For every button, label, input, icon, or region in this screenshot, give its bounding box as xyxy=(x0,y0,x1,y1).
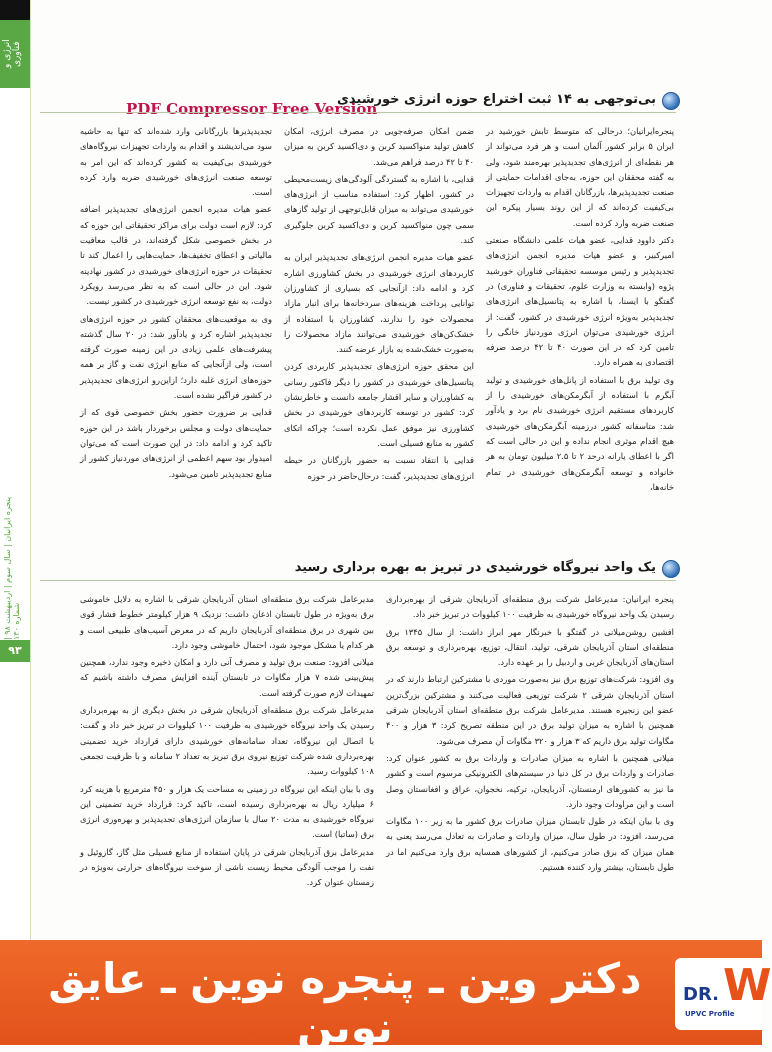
side-strip xyxy=(0,0,31,940)
paragraph: میلانی همچنین با اشاره به میزان صادرات و واردات برق به کشور عنوان کرد: صادرات و واردات برق در کل دنیا در سیستم‌های الکترونیکی مرسوم است و کشور ما نیز به کشورهای ارمنستان، آذربایجان، ترکیه، نخجوان، عراق و افغانستان وصل است و این مراودات وجود دارد. xyxy=(386,752,674,809)
article2-column-right xyxy=(386,592,674,930)
logo-subtitle: UPVC Profile xyxy=(685,1010,735,1018)
section-tab xyxy=(0,20,30,88)
article2-bullet-icon xyxy=(662,560,680,578)
paragraph: این محقق حوزه انرژی‌های تجدیدپذیر کاربردی کردن پتانسیل‌های خورشیدی در کشور را دیگر فاکتور رسانی به کشاورزان و سایر اقشار جامعه دانست و خاطرنشان کرد: کشور در توسعه کاربردهای خورشیدی در بخش کشاورزی نیز موفق عمل نکرده است؛ چراکه اتکای کشور به منابع فسیلی است. xyxy=(284,361,474,448)
paragraph: دکتر داوود قدایی، عضو هیات علمی دانشگاه صنعتی امیرکبیر، و عضو هیات مدیره انجمن انرژی‌های تجدیدپذیر و رئیس موسسه تحقیقاتی فناوران خورشید پژوه (وابسته به وزارت علوم، تحقیقات و فناوری) در گفتگو با ایسنا، با اشاره به پتانسیل‌های انرژی‌های تجدیدپذیر به‌ویژه انرژی خورشیدی در کشور، گفت: از انرژی خورشیدی می‌توان انرژی موردنیاز خانگی را تامین کرد که در این صورت ۴۰ تا ۴۲ درصد صرفه اقتصادی به همراه دارد. xyxy=(486,235,674,368)
page-number: ۹۳ xyxy=(0,640,30,662)
paragraph: مدیرعامل برق آذربایجان شرقی در پایان استفاده از منابع فسیلی مثل گاز، گازوئیل و نفت را موجب آلودگی محیط زیست ناشی از سوخت نیروگاه‌های حرارتی به‌ویژه در زمستان عنوان کرد. xyxy=(80,846,374,888)
paragraph: قدایی، با اشاره به گستردگی آلودگی‌های زیست‌محیطی در کشور، اظهار کرد: استفاده مناسب از انرژی‌های خورشیدی می‌تواند به میزان قابل‌توجهی از تولید گازهای سمی چون منواکسید کربن و دی‌اکسید کربن جلوگیری کند. xyxy=(284,173,474,246)
paragraph: وی با بیان اینکه این نیروگاه در زمینی به مساحت یک هزار و ۴۵۰ مترمربع با هزینه کرد ۶ میلیارد ریال به بهره‌برداری رسیده است، تاکید کرد: قرارداد خرید تضمینی این نیروگاه خورشیدی به مدت ۲۰ سال با سازمان انرژی‌های تجدیدپذیر و بهره‌وری انرژی برق (ساتبا) است. xyxy=(80,783,374,840)
paragraph: ضمن امکان صرفه‌جویی در مصرف انرژی، امکان کاهش تولید منواکسید کربن و دی‌اکسید کربن به میزان ۴۰ تا ۴۲ درصد فراهم می‌شد. xyxy=(284,126,474,167)
article2-title: یک واحد نیروگاه خورشیدی در تبریز به بهره برداری رسید xyxy=(294,560,656,575)
paragraph: تجدیدپذیرها بازرگانانی وارد شده‌اند که تنها به حاشیه سود می‌اندیشند و اقدام به واردات تجهیزات نیروگاه‌های خورشیدی بی‌کیفیت به کشور کرده‌اند که این امر به توسعه صنعت انرژی‌های خورشیدی ضربه وارد کرده است. xyxy=(80,126,272,198)
paragraph: پنجره‌ایرانیان؛ درحالی که متوسط تابش خورشید در ایران ۵ برابر کشور آلمان است و هر فرد می‌تواند از هر نقطه‌ای از انرژی‌های تجدیدپذیر بهره‌مند شود، ولی به گفته محققان این حوزه، به‌جای اقدامات حمایتی از صنعت تجدیدپذیرها، بازرگانان اقدام به واردات تجهیزات بی‌کیفیت کرده‌اند که از این روند بسیار پیکره این صنعت ضربه وارد کرده است. xyxy=(486,126,674,228)
article2-column-left xyxy=(80,592,374,930)
article1-column-left xyxy=(80,124,272,544)
magazine-info: پنجره ایرانیان | سال سوم | اردیبهشت ۹۸ | شماره ۱۳۰ xyxy=(3,496,21,640)
watermark: PDF Compressor Free Version xyxy=(126,100,378,118)
advertisement-banner xyxy=(0,940,772,1052)
paragraph: وی افزود: شرکت‌های توزیع برق نیز به‌صورت موردی با مشترکین ارتباط دارند که در استان آذربایجان شرقی ۲ شرکت توزیعی فعالیت می‌کنند و مشترکین بزرگ‌ترین عضو این زنجیره هستند. مدیرعامل شرکت برق منطقه‌ای استان آذربایجان شرقی همچنین با اشاره به میزان تولید برق در این منطقه تصریح کرد: ۳ هزار و ۴۰۰ مگاوات تولید برق داریم که ۳ هزار و ۳۲۰ مگاوات آن مصرف می‌شود. xyxy=(386,674,674,746)
paragraph: عضو هیات مدیره انجمن انرژی‌های تجدیدپذیر ایران به کاربردهای انرژی خورشیدی در بخش کشاورزی اشاره کرد و ادامه داد: ازآنجایی که بسیاری از کشاورزان توانایی پرداخت هزینه‌های سردخانه‌ها برای انبار مازاد محصولات خود را ندارند، کشاورزان با استفاده از خشک‌کن‌های خورشیدی می‌توانند مازاد محصولات را به‌صورت خشک‌شده به بازار عرضه کنند. xyxy=(284,252,474,355)
paragraph: وی با بیان اینکه در طول تابستان میزان صادرات برق کشور ما به زیر ۱۰۰ مگاوات می‌رسد، افزود: در طول سال، میزان واردات و صادرات به تعادل می‌رسد یعنی به همان میزان که برق صادر می‌کنیم، از کشورهای همسایه برق وارد می‌کنیم اما در طول تابستان، بیشتر وارد کننده هستیم. xyxy=(386,816,674,873)
logo-w-text: W xyxy=(723,960,772,1011)
banner-slogan: دکتر وین ـ پنجره نوین ـ عایق نوین xyxy=(48,954,642,1052)
paragraph: پنجره ایرانیان: مدیرعامل شرکت برق منطقه‌ای آذربایجان شرقی از بهره‌برداری رسیدن یک واحد نیروگاه خورشیدی به ظرفیت ۱۰۰ کیلووات در تبریز خبر داد. xyxy=(386,594,674,620)
article2-rule xyxy=(40,580,676,581)
paragraph: عضو هیات مدیره انجمن انرژی‌های تجدیدپذیر اضافه کرد: لازم است دولت برای مراکز تحقیقاتی این حوزه که در بخش خصوصی شکل گرفته‌اند، در قالب معافیت مالیاتی و اعطای تخفیف‌ها، حمایت‌هایی را اعمال کند تا تحقیقات در حوزه انرژی‌های خورشیدی در کشور نهادینه شود. این در حالی است که به نظر می‌رسد رویکرد دولت، به نفع توسعه انرژی خورشیدی در کشور نیست. xyxy=(80,204,272,307)
paragraph: مدیرعامل شرکت برق منطقه‌ای استان آذربایجان شرقی با اشاره به دلایل خاموشی برق به‌ویژه در طول تابستان اذعان داشت: نزدیک ۹ هزار کیلومتر خطوط فشار قوی بین شهری در برق منطقه‌ای آذربایجان داریم که در معرض آسیب‌های طبیعی است و هر کدام یا مشکل موجود شود، احتمال خاموشی وجود دارد. xyxy=(80,594,374,650)
paragraph: وی به موقعیت‌های محققان کشور در حوزه انرژی‌های تجدیدپذیر اشاره کرد و یادآور شد: در ۲۰ سال گذشته پیشرفت‌های علمی زیادی در این زمینه صورت گرفته است، ولی ازآنجایی که منابع انرژی نفت و گاز بر همه حوزه‌های انرژی غلبه دارد؛ ازاین‌رو انرژی‌های تجدیدپذیر در کشور فراگیر نشده است. xyxy=(80,313,273,401)
section-label: انرژی و فناوری xyxy=(2,39,22,69)
brand-logo xyxy=(675,958,772,1030)
paragraph: قدایی با انتقاد نسبت به حضور بازرگانان در حیطه انرژی‌های تجدیدپذیر، گفت: درحال‌حاضر در حوزه xyxy=(284,455,474,481)
paragraph: وی تولید برق با استفاده از پانل‌های خورشیدی و تولید آبگرم با استفاده از آبگرمکن‌های خورشیدی را از کاربردهای مستقیم انرژی خورشیدی نام برد و یادآور شد: متاسفانه کشور درزمینه آبگرمکن‌های خورشیدی هیچ اقدام موثری انجام نداده و این در حالی است که اگر با اعطای یارانه درحد ۲ تا ۲.۵ میلیون تومان به هر خانواده و توسعه آبگرمکن‌های خورشیدی در تمام خانه‌ها، xyxy=(486,374,674,492)
article1-title: بی‌توجهی به ۱۴ ثبت اختراع حوزه انرژی خورشیدی xyxy=(336,92,656,107)
article1-rule xyxy=(40,112,676,113)
paragraph: قدایی بر ضرورت حضور بخش خصوصی قوی که از حمایت‌های دولت و مجلس برخوردار باشد در این حوزه تاکید کرد و ادامه داد: در این صورت است که می‌توان امیدوار بود سهم اعظمی از انرژی‌های موردنیاز کشور از منابع تجدیدپذیر تامین می‌شود. xyxy=(80,407,272,479)
article1-bullet-icon xyxy=(662,92,680,110)
article1-column-right xyxy=(486,124,674,544)
paragraph: میلانی افزود: صنعت برق تولید و مصرف آنی دارد و امکان ذخیره وجود ندارد، همچنین پیش‌بینی شده ۷ هزار مگاوات در تابستان آینده افزایش مصرف داشته باشیم که تمهیدات لازم صورت گرفته است. xyxy=(80,657,374,698)
logo-dr-text: DR. xyxy=(683,984,719,1005)
paragraph: افشین روشن‌میلانی در گفتگو با خبرنگار مهر ابراز داشت: از سال ۱۳۴۵ برق منطقه‌ای استان آذربایجان شرقی، تولید، انتقال، توزیع، بهره‌برداری و توسعه برق استان‌های آذربایجان غربی و اردبیل را بر عهده دارد. xyxy=(386,626,674,668)
article1-column-middle xyxy=(284,124,474,544)
sidebar-top-block xyxy=(0,0,30,20)
paragraph: مدیرعامل شرکت برق منطقه‌ای آذربایجان شرقی در بخش دیگری از به بهره‌برداری رسیدن یک واحد نیروگاه خورشیدی به ظرفیت ۱۰۰ کیلووات در تبریز خبر داد و گفت: با اتصال این نیروگاه، تعداد سامانه‌های خورشیدی دارای قرارداد خرید تضمینی بهره‌برداری شده شرکت توزیع نیروی برق تبریز به تعداد ۲ سامانه و با ظرفیت تجمعی ۱۰۸ کیلووات رسید. xyxy=(80,705,374,777)
